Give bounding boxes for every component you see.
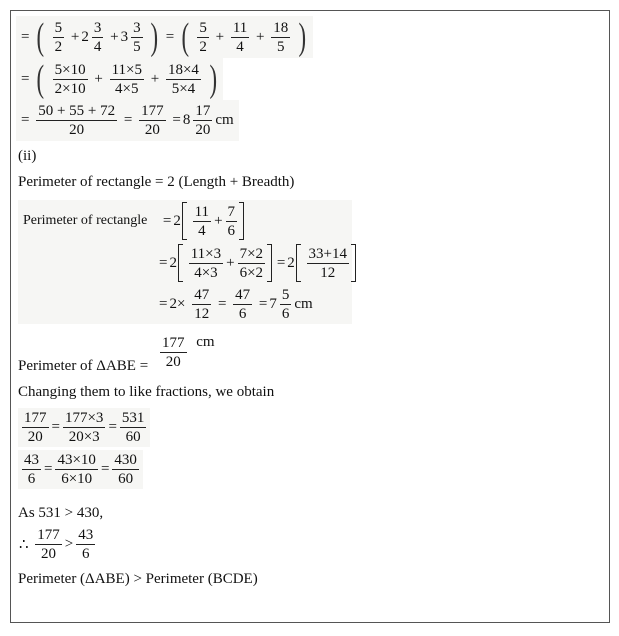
calc-row-2 [158,244,356,282]
denominator: 20 [144,122,160,138]
denominator: 6 [82,546,90,562]
equals: = [123,112,133,128]
fraction [76,526,95,563]
denominator: 6 [238,306,247,322]
conclusion: Perimeter (ΔABE) > Perimeter (BCDE) [18,571,258,587]
numerator: 7×2 [239,245,264,262]
fraction [55,451,97,488]
bracket-open [182,202,187,240]
numerator: 17 [195,103,211,119]
equation-line-3 [16,100,239,141]
paren-open: ( [36,58,45,100]
denominator: 5 [276,38,285,55]
paren-close: ) [150,16,159,58]
equals: = [108,419,117,435]
denominator: 6×10 [61,471,93,487]
plus: + [226,254,235,271]
fraction [120,409,147,446]
equals: = [159,296,168,312]
plus: + [214,212,223,229]
fraction [280,286,292,323]
fraction [35,526,62,563]
fraction [22,409,49,446]
fraction [166,61,201,98]
numerator: 5 [54,19,63,36]
denominator: 6 [27,471,36,487]
plus: + [256,28,265,45]
numerator: 33+14 [308,245,347,262]
bracket-open [178,244,183,282]
fraction [131,19,143,56]
numerator: 11 [194,203,210,220]
denominator: 20 [165,354,181,370]
denominator: 4×3 [194,264,218,281]
fraction [63,409,105,446]
equals: = [21,112,30,128]
denominator: 4 [93,38,102,55]
numerator: 5×10 [54,61,86,78]
fraction [231,19,249,56]
bracket-open [296,244,301,282]
numerator: 11 [232,19,248,36]
plus: + [215,28,225,45]
bracket-close [239,202,244,240]
like-fraction-2 [18,450,143,489]
fraction [36,102,117,139]
fraction [53,19,65,56]
fraction [197,19,209,56]
denominator: 4 [198,222,206,239]
numerator: 47 [235,287,251,303]
fraction [22,451,41,488]
numerator: 177 [162,335,185,351]
numerator: 177×3 [64,410,104,426]
fraction [233,286,252,323]
like-fraction-1 [18,408,150,447]
denominator: 5 [133,38,141,55]
paren-close: ) [209,58,217,100]
denominator: 20 [27,429,43,445]
denominator: 20 [41,546,57,562]
equals: = [44,461,53,477]
numerator: 47 [194,287,210,303]
fraction [193,102,212,139]
denominator: 5×4 [171,80,196,97]
equals: = [165,28,175,45]
bracket-close [267,244,272,282]
equals: = [159,254,168,271]
denominator: 60 [118,471,134,487]
numerator: 43 [24,452,39,468]
fraction [193,203,211,240]
therefore-symbol: ∴ [19,537,29,553]
numerator: 5 [281,287,290,303]
numerator: 177 [37,527,60,543]
fraction [53,61,88,98]
denominator: 2×10 [54,80,86,97]
unit: cm [196,334,215,350]
whole: 2 [81,28,89,45]
numerator: 50 + 55 + 72 [38,103,116,119]
fraction [226,203,238,240]
two: 2 [173,212,181,229]
numerator: 3 [93,19,102,36]
numerator: 5 [199,19,207,36]
whole: 8 [182,112,191,128]
denominator: 20 [195,122,211,138]
fraction [189,245,223,282]
unit: cm [294,296,313,312]
rectangle-calc-block [18,200,352,324]
comparison-text: As 531 > 430, [18,505,104,521]
greater-than: > [64,536,74,552]
fraction [192,286,211,323]
numerator: 18×4 [167,61,199,78]
fraction [238,245,265,282]
equals: = [162,212,172,229]
equals: = [51,419,60,435]
calc-row-3 [158,286,314,323]
plus: + [70,28,80,45]
calc-label: Perimeter of rectangle [23,213,148,228]
equals: = [21,28,30,45]
calc-row-1 [22,202,244,240]
equals: = [258,296,268,312]
rectangle-formula: Perimeter of rectangle = 2 (Length + Breadth) [18,174,295,190]
equation-line-1 [16,16,313,58]
denominator: 6 [281,306,290,322]
paren-open: ( [36,16,45,58]
fraction [92,19,104,56]
numerator: 177 [141,103,164,119]
numerator: 177 [24,410,47,426]
bracket-close [351,244,356,282]
equals: = [21,70,30,87]
denominator: 12 [320,264,336,281]
fraction [112,451,139,488]
equals: = [100,461,110,477]
numerator: 430 [114,452,137,468]
denominator: 4 [236,38,244,55]
denominator: 6×2 [239,264,264,281]
fraction [271,19,290,56]
abe-value [158,334,215,371]
numerator: 11×3 [190,245,222,262]
denominator: 2 [54,38,63,55]
denominator: 60 [125,429,141,445]
numerator: 7 [227,203,236,220]
paren-open: ( [181,16,190,58]
therefore-line [18,526,97,563]
equation-line-2 [16,58,223,100]
times: 2× [169,296,186,312]
denominator: 6 [227,222,236,239]
whole: 7 [269,296,277,312]
two: 2 [287,254,295,271]
paren-close: ) [298,16,307,58]
numerator: 18 [273,19,289,36]
part-label: (ii) [18,148,37,164]
numerator: 531 [121,410,145,426]
numerator: 11×5 [111,61,142,78]
whole: 3 [120,28,129,45]
denominator: 20 [69,122,85,138]
denominator: 12 [194,306,210,322]
numerator: 43×10 [57,452,96,468]
equals: = [217,296,227,312]
fraction [160,334,187,371]
numerator: 43 [78,527,94,543]
changing-text: Changing them to like fractions, we obtain [18,384,275,400]
denominator: 20×3 [68,429,100,445]
equals: = [172,112,181,128]
unit: cm [215,112,234,128]
fraction [307,245,349,282]
plus: + [94,70,103,87]
equals: = [276,254,286,271]
plus: + [110,28,119,45]
denominator: 2 [199,38,207,55]
two: 2 [169,254,177,271]
fraction [110,61,144,98]
denominator: 4×5 [115,80,139,97]
fraction [139,102,166,139]
plus: + [150,70,160,87]
numerator: 3 [133,19,141,36]
abe-label: Perimeter of ΔABE = [18,358,149,374]
